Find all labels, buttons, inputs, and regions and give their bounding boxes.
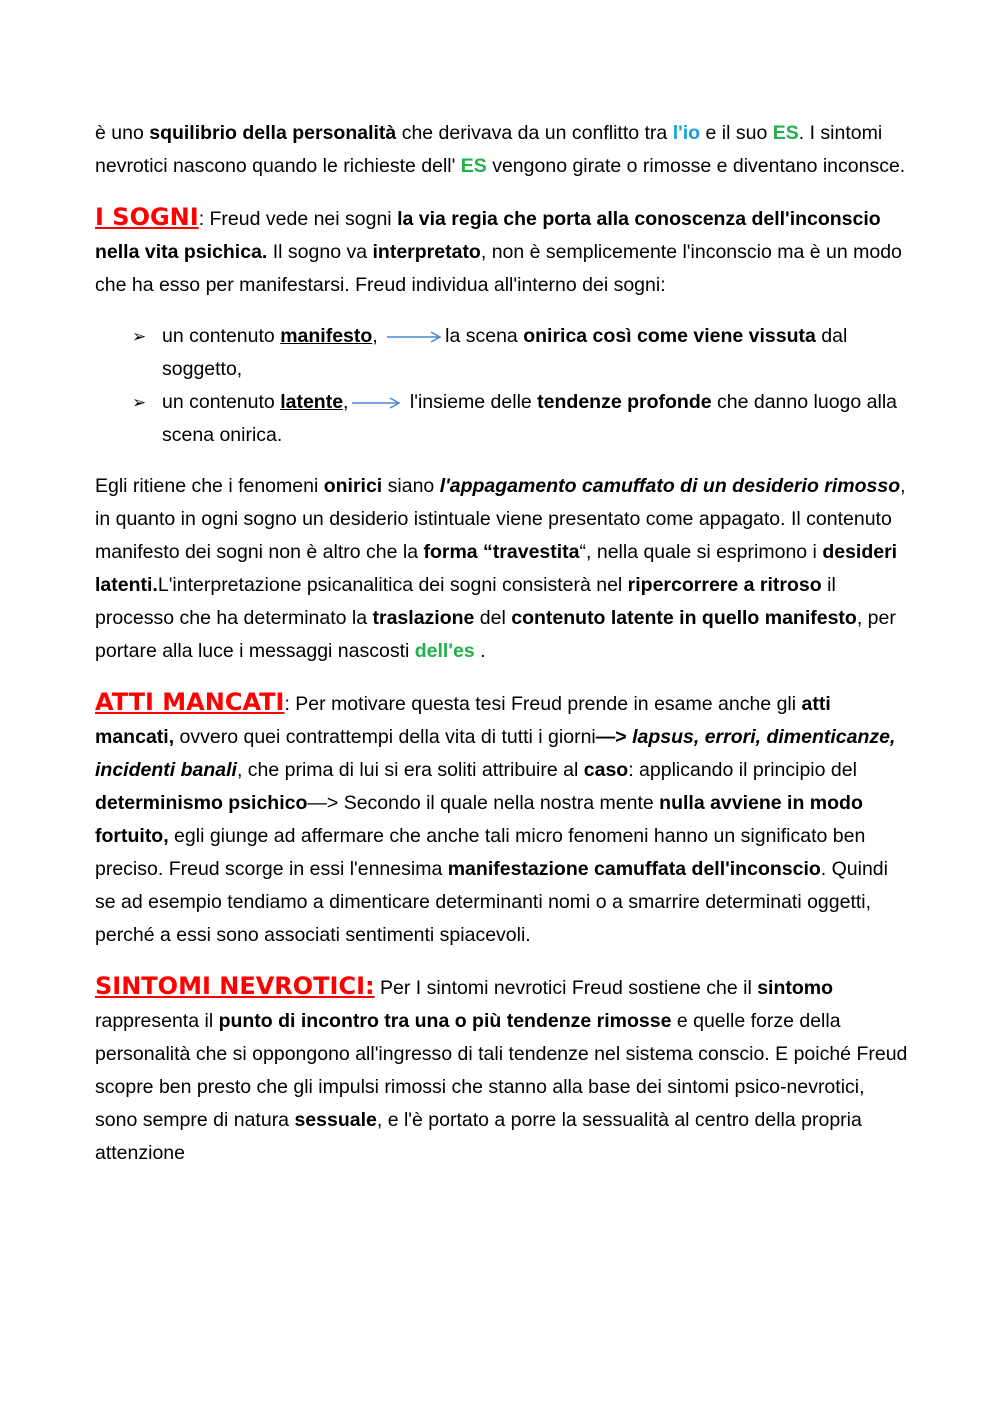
arrow-right-icon xyxy=(385,330,443,344)
bold-text: atti mancati, xyxy=(95,693,831,748)
text: egli giunge ad affermare che anche tali micro fenomeni hanno un significato ben preciso. Freud scorge in essi l'ennesima xyxy=(95,825,866,880)
bold-italic-text: l'appagamento camuffato di un desiderio rimosso xyxy=(439,475,901,497)
list-item xyxy=(95,320,910,386)
section-heading-sogni: I SOGNI xyxy=(95,203,199,231)
text: siano xyxy=(382,475,440,497)
bold-text: nulla avviene in modo fortuito, xyxy=(95,792,863,847)
paragraph-atti-mancati xyxy=(95,686,910,952)
bold-text: squilibrio della personalità xyxy=(149,122,397,144)
bold-text: onirici xyxy=(323,475,383,497)
highlight-es: dell'es xyxy=(414,640,475,662)
bold-text: tendenze profonde xyxy=(537,391,712,413)
paragraph-sintomi-nevrotici xyxy=(95,970,910,1170)
text: del xyxy=(474,607,512,629)
text: dal soggetto, xyxy=(162,325,848,380)
highlight-io: l'io xyxy=(672,122,701,144)
text: e il suo xyxy=(700,122,773,144)
section-heading-atti-mancati: ATTI MANCATI xyxy=(95,688,285,716)
text: L'interpretazione psicanalitica dei sogni consisterà nel xyxy=(157,574,628,596)
text: l'insieme delle xyxy=(404,391,538,413)
text: , non è semplicemente l'inconscio ma è un modo che ha esso per manifestarsi. Freud individua all'interno dei sogni: xyxy=(95,241,902,296)
bullet-list xyxy=(95,320,910,452)
paragraph-interpretazione xyxy=(95,470,910,668)
text: la scena xyxy=(445,325,524,347)
list-item xyxy=(95,386,910,452)
text: Egli ritiene che i fenomeni xyxy=(95,475,324,497)
bold-text: —> xyxy=(595,726,633,748)
bold-text: sessuale xyxy=(294,1109,377,1131)
document-body xyxy=(95,117,910,1188)
bold-text: punto di incontro tra una o più tendenze rimosse xyxy=(218,1010,672,1032)
arrow-right-icon xyxy=(350,396,402,410)
highlight-es: ES xyxy=(772,122,799,144)
bold-text: forma “travestita xyxy=(423,541,580,563)
bold-text: interpretato xyxy=(372,241,481,263)
text: . Quindi se ad esempio tendiamo a dimenticare determinanti nomi o a smarrire determinati oggetti, perché a essi sono associati sentimenti spiacevoli. xyxy=(95,858,888,946)
bold-underlined-term: latente xyxy=(280,391,344,413)
text: vengono girate o rimosse e diventano inconsce. xyxy=(486,155,906,177)
text: un contenuto xyxy=(162,325,281,347)
bold-italic-text: lapsus, errori, dimenticanze, incidenti banali xyxy=(95,726,896,781)
text: . I sintomi nevrotici nascono quando le richieste dell' xyxy=(95,122,883,177)
text: , in quanto in ogni sogno un desiderio istintuale viene presentato come appagato. Il contenuto manifesto dei sogni non è altro che la xyxy=(95,475,906,563)
bold-text: contenuto latente in quello manifesto xyxy=(511,607,857,629)
text: e quelle forze della personalità che si oppongono all'ingresso di tali tendenze nel sistema conscio. E poiché Freud scopre ben presto che gli impulsi rimossi che stanno alla base dei sintomi psico-nevrotici, sono sempre di natura xyxy=(95,1010,908,1131)
section-heading-sintomi: SINTOMI NEVROTICI: xyxy=(95,972,375,1000)
bold-text: determinismo psichico xyxy=(95,792,308,814)
text: che danno luogo alla scena onirica. xyxy=(162,391,897,446)
bold-text: la via regia che porta alla conoscenza dell'inconscio nella vita psichica. xyxy=(95,208,881,263)
text: : Per motivare questa tesi Freud prende in esame anche gli xyxy=(284,693,802,715)
bold-text: ripercorrere a ritroso xyxy=(627,574,822,596)
bold-text: onirica così come viene vissuta xyxy=(523,325,816,347)
paragraph-intro xyxy=(95,117,910,183)
bold-underlined-term: manifesto xyxy=(280,325,373,347)
highlight-es: ES xyxy=(460,155,487,177)
text: “, nella quale si esprimono i xyxy=(579,541,823,563)
text: rappresenta il xyxy=(95,1010,219,1032)
text: , xyxy=(372,325,378,347)
text: un contenuto xyxy=(162,391,281,413)
bold-text: caso xyxy=(583,759,629,781)
text: Il sogno va xyxy=(267,241,373,263)
text: il processo che ha determinato la xyxy=(95,574,836,629)
bold-text: traslazione xyxy=(372,607,475,629)
text: , e l'è portato a porre la sessualità al centro della propria attenzione xyxy=(95,1109,862,1164)
text: Per I sintomi nevrotici Freud sostiene che il xyxy=(374,977,758,999)
text: , xyxy=(343,391,349,413)
bullet-arrowhead-icon: ➢ xyxy=(132,327,147,346)
paragraph-sogni xyxy=(95,201,910,302)
bold-text: desideri latenti. xyxy=(95,541,898,596)
text: —> Secondo il quale nella nostra mente xyxy=(307,792,660,814)
text: , per portare alla luce i messaggi nascosti xyxy=(95,607,896,662)
text: , che prima di lui si era soliti attribuire al xyxy=(236,759,584,781)
text: è uno xyxy=(95,122,150,144)
text: : applicando il principio del xyxy=(628,759,857,781)
bold-text: manifestazione camuffata dell'inconscio xyxy=(447,858,821,880)
text: che derivava da un conflitto tra xyxy=(396,122,673,144)
text: : Freud vede nei sogni xyxy=(198,208,398,230)
bold-text: sintomo xyxy=(757,977,834,999)
bullet-arrowhead-icon: ➢ xyxy=(132,393,147,412)
text: ovvero quei contrattempi della vita di tutti i giorni xyxy=(174,726,596,748)
text: . xyxy=(474,640,486,662)
